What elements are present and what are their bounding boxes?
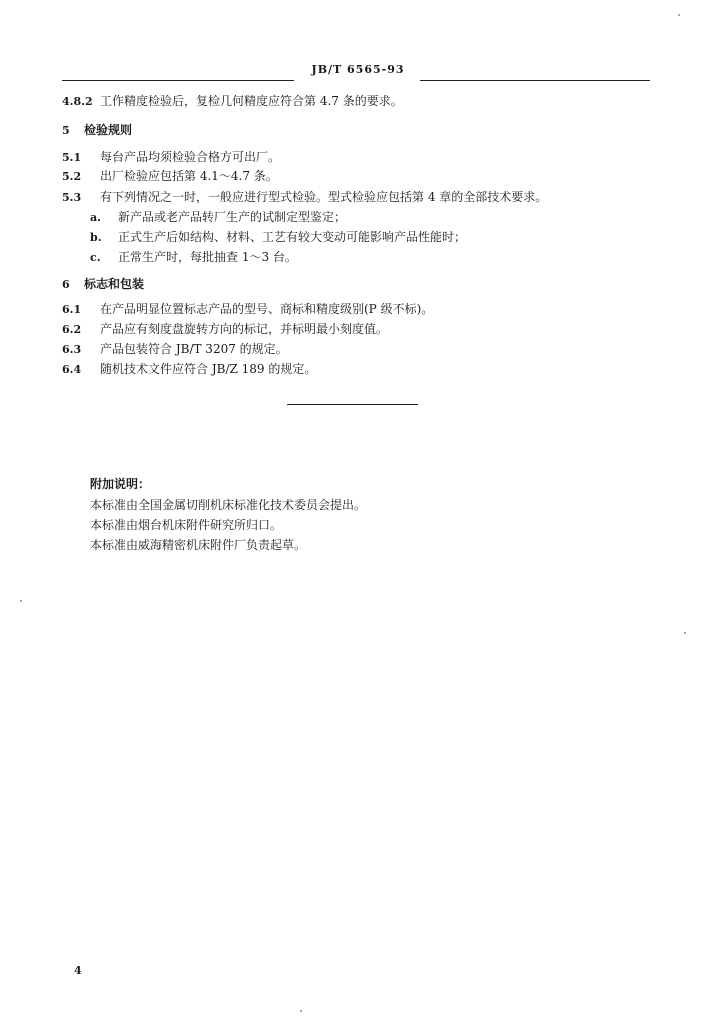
clause-number: 6.3 [62,343,82,356]
clause-text: 产品包装符合 JB/T 3207 的规定。 [100,342,288,356]
section-number: 6 [62,278,70,291]
clause-number: 4.8.2 [62,95,93,108]
scan-speck [300,1010,302,1012]
scan-speck [20,600,22,602]
clause-text: 随机技术文件应符合 JB/Z 189 的规定。 [100,362,317,376]
clause-number: 5.3 [62,191,82,204]
clause-5-3 [62,189,547,206]
appendix-line: 本标准由威海精密机床附件厂负责起草。 [90,538,307,552]
scan-speck [684,632,686,634]
clause-number: 5.1 [62,151,82,164]
clause-text: 有下列情况之一时，一般应进行型式检验。型式检验应包括第 4 章的全部技术要求。 [100,190,548,204]
page-number: 4 [74,964,82,977]
appendix-line: 本标准由全国金属切削机床标准化技术委员会提出。 [90,498,367,512]
clause-6-2 [62,321,388,338]
section-title: 检验规则 [84,123,133,137]
clause-text: 产品应有刻度盘旋转方向的标记，并标明最小刻度值。 [100,322,389,336]
item-letter: b. [90,231,102,244]
item-text: 正式生产后如结构、材料、工艺有较大变动可能影响产品性能时； [118,230,467,244]
clause-text: 工作精度检验后，复检几何精度应符合第 4.7 条的要求。 [100,94,403,108]
clause-5-3-b [90,229,466,246]
appendix-line: 本标准由烟台机床附件研究所归口。 [90,518,283,532]
clause-text: 出厂检验应包括第 4.1～4.7 条。 [100,169,278,183]
item-letter: a. [90,211,101,224]
clause-number: 6.2 [62,323,82,336]
clause-5-2 [62,168,278,185]
clause-text: 每台产品均须检验合格方可出厂。 [100,150,281,164]
header-rule-left [62,80,294,81]
item-letter: c. [90,251,101,264]
clause-number: 5.2 [62,170,82,183]
clause-6-4 [62,361,316,378]
section-title: 标志和包装 [84,277,145,291]
clause-6-1 [62,301,433,318]
clause-number: 6.1 [62,303,82,316]
header-rule-right [420,80,650,81]
clause-text: 在产品明显位置标志产品的型号、商标和精度级别(P 级不标)。 [100,302,434,316]
section-6-heading [62,276,144,293]
scan-speck [678,14,680,16]
clause-4-8-2 [62,93,403,110]
appendix-title: 附加说明： [90,477,151,491]
standard-number: JB/T 6565-93 [311,63,405,76]
clause-5-1 [62,149,280,166]
clause-number: 6.4 [62,363,82,376]
clause-6-3 [62,341,288,358]
clause-5-3-a [90,209,346,226]
section-number: 5 [62,124,70,137]
item-text: 正常生产时，每批抽查 1～3 台。 [118,250,297,264]
end-separator [287,404,418,405]
item-text: 新产品或老产品转厂生产的试制定型鉴定； [118,210,347,224]
clause-5-3-c [90,249,297,266]
section-5-heading [62,122,132,139]
